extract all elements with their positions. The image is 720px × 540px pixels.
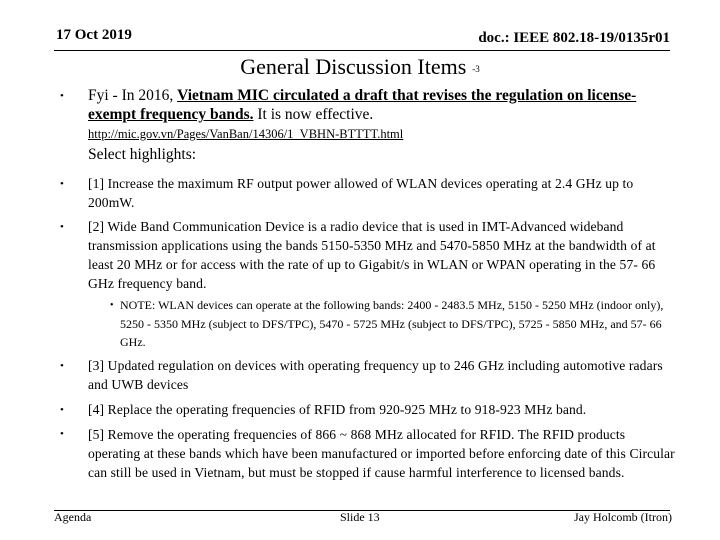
highlights-label: Select highlights: <box>88 146 197 163</box>
header-rule <box>54 50 670 51</box>
bullet-dot: • <box>60 360 64 372</box>
slide-title <box>0 54 720 80</box>
bullet-dot: • <box>60 90 64 102</box>
bullet-dot: • <box>60 404 64 416</box>
slide-title-suffix: -3 <box>472 63 480 74</box>
bullet-dot: • <box>60 178 64 190</box>
intro-suffix: It is now effective. <box>253 106 374 123</box>
highlight-item-5: [5] Remove the operating frequencies of 866 ~ 868 MHz allocated for RFID. The RFID products operating at these bands which have been manufactured or imported before enforcing date of this Circular can still be used in Vietnam, but must be stopped if cause harmful interference to licensed bands. <box>88 427 675 480</box>
slide-title-text: General Discussion Items <box>240 54 467 79</box>
highlight-item-3: [3] Updated regulation on devices with operating frequency up to 246 GHz including automotive radars and UWB devices <box>88 358 663 392</box>
footer-author: Jay Holcomb (Itron) <box>574 510 672 524</box>
highlight-item-4: [4] Replace the operating frequencies of RFID from 920-925 MHz to 918-923 MHz band. <box>88 402 587 417</box>
bullet-dot: • <box>60 221 64 233</box>
footer-slide-number: Slide 13 <box>340 510 380 524</box>
header-doc-id: doc.: IEEE 802.18-19/0135r01 <box>478 30 670 46</box>
sub-bullet-dot: • <box>110 300 114 311</box>
intro-emphasis: Vietnam MIC circulated a draft that revises the regulation on license-exempt frequency bands. <box>88 87 637 123</box>
highlight-item-1: [1] Increase the maximum RF output power allowed of WLAN devices operating at 2.4 GHz up to 200mW. <box>88 176 634 210</box>
header-date: 17 Oct 2019 <box>56 27 132 43</box>
source-link[interactable]: http://mic.gov.vn/Pages/VanBan/14306/1_VBHN-BTTTT.html <box>88 127 404 141</box>
wlan-bands-note: NOTE: WLAN devices can operate at the following bands: 2400 - 2483.5 MHz, 5150 - 5250 MHz (indoor only), 5250 - 5350 MHz (subject to DFS/TPC), 5470 - 5725 MHz (subject to DFS/TPC), 5725 - 5850 MHz, and 57- 66 GHz. <box>120 298 664 349</box>
footer-agenda: Agenda <box>54 510 92 524</box>
bullet-dot: • <box>60 428 64 440</box>
intro-prefix: Fyi - In 2016, <box>88 87 174 104</box>
highlight-item-2: [2] Wide Band Communication Device is a radio device that is used in IMT-Advanced wideband transmission applications using the bands 5150-5350 MHz and 5470-5850 MHz at the bandwidth of at least 20 MHz or for access with the rate of up to Gigabit/s in WLAN or WPAN operating in the 57- 66 GHz frequency band. <box>88 219 656 291</box>
intro-paragraph <box>88 86 678 124</box>
